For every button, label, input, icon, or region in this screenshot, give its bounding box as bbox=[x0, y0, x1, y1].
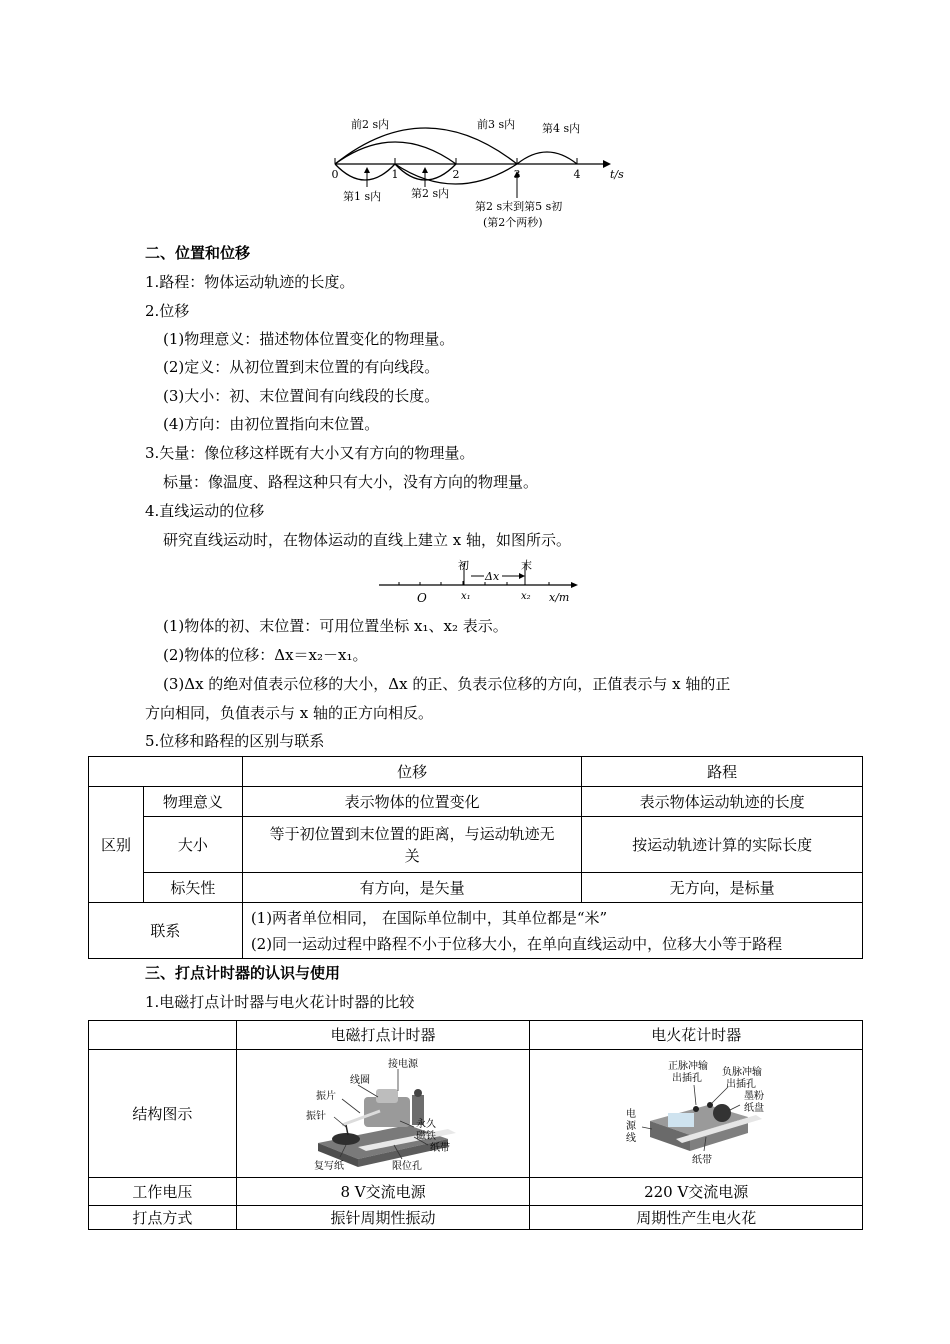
table-row bbox=[89, 787, 863, 817]
header-path: 路程 bbox=[582, 757, 863, 787]
coil bbox=[376, 1089, 398, 1103]
leader bbox=[694, 1085, 696, 1105]
table-row bbox=[89, 1021, 863, 1050]
section2-item4-1: (1)物体的初、末位置：可用位置坐标 x₁、x₂ 表示。 bbox=[163, 617, 508, 635]
em-label-hole: 限位孔 bbox=[392, 1160, 423, 1172]
section2-heading: 二、位置和位移 bbox=[145, 244, 251, 262]
section2-item4: 4.直线运动的位移 bbox=[145, 502, 265, 520]
label-second-s: 第2 s内 bbox=[411, 187, 450, 200]
pointer-second-s-head bbox=[422, 167, 428, 173]
cell-em-diagram bbox=[236, 1050, 530, 1178]
table-row bbox=[89, 817, 863, 873]
label-first-3s: 前3 s内 bbox=[477, 118, 516, 131]
label-unit: x/m bbox=[549, 591, 570, 604]
arc-fourth-s bbox=[517, 152, 577, 164]
spark-timer-image bbox=[616, 1055, 776, 1173]
spark-label-pos-a: 正脉冲输 bbox=[668, 1060, 709, 1072]
tick-label-4: 4 bbox=[573, 168, 581, 181]
section2-item1: 1.路程：物体运动轨迹的长度。 bbox=[145, 273, 355, 291]
cell-text-line: 关 bbox=[404, 846, 420, 865]
label-start: 初 bbox=[458, 559, 469, 572]
spark-label-ink-b: 纸盘 bbox=[744, 1102, 765, 1114]
table-row bbox=[89, 903, 863, 959]
row-label-structure: 结构图示 bbox=[89, 1050, 237, 1178]
em-label-magnet-a: 永久 bbox=[416, 1118, 437, 1130]
leader bbox=[728, 1105, 740, 1111]
arc-first-3s bbox=[335, 128, 517, 164]
header-empty bbox=[89, 757, 243, 787]
header-empty bbox=[89, 1021, 237, 1050]
section2-item2-2: (2)定义：从初位置到末位置的有向线段。 bbox=[163, 358, 440, 376]
displacement-vs-path-table bbox=[88, 756, 863, 959]
tick-label-2: 2 bbox=[452, 168, 460, 181]
spark-label-cord-a: 电 bbox=[626, 1108, 637, 1120]
row-label: 大小 bbox=[143, 817, 242, 873]
row-label: 标矢性 bbox=[143, 873, 242, 903]
em-label-power: 接电源 bbox=[388, 1058, 419, 1070]
tick-label-3: 3 bbox=[513, 168, 521, 181]
label-fourth-s: 第4 s内 bbox=[542, 122, 581, 135]
leader bbox=[342, 1099, 360, 1113]
carbon-disc bbox=[332, 1133, 360, 1145]
spark-label-tape: 纸带 bbox=[692, 1154, 713, 1166]
label-end2-start5: 第2 s末到第5 s初 bbox=[475, 200, 563, 213]
delta-arrow bbox=[519, 573, 525, 579]
timer-comparison-table bbox=[88, 1020, 863, 1230]
section3-item1: 1.电磁打点计时器与电火花计时器的比较 bbox=[145, 993, 415, 1011]
em-label-tape: 纸带 bbox=[430, 1142, 451, 1154]
table-row bbox=[89, 1178, 863, 1206]
leader bbox=[334, 1117, 346, 1127]
header-displacement: 位移 bbox=[242, 757, 582, 787]
em-label-carbon: 复写纸 bbox=[314, 1160, 345, 1172]
section2-item4-2: (2)物体的位移：Δx＝x₂－x₁。 bbox=[163, 646, 368, 664]
cell-em-mode: 振针周期性振动 bbox=[236, 1206, 530, 1230]
link-line-2: (2)同一运动过程中路程不小于位移大小，在单向直线运动中，位移大小等于路程 bbox=[250, 934, 783, 953]
spark-panel bbox=[668, 1113, 694, 1127]
label-end: 末 bbox=[521, 559, 532, 572]
em-label-magnet-b: 磁铁 bbox=[416, 1130, 437, 1142]
row-label-voltage: 工作电压 bbox=[89, 1178, 237, 1206]
cell-path: 表示物体运动轨迹的长度 bbox=[582, 787, 863, 817]
tick-label-0: 0 bbox=[331, 168, 339, 181]
cell-spark-voltage: 220 V交流电源 bbox=[530, 1178, 863, 1206]
em-label-coil: 线圈 bbox=[350, 1074, 371, 1086]
em-label-needle: 振针 bbox=[306, 1110, 327, 1122]
section2-item4-3b: 方向相同，负值表示与 x 轴的正方向相反。 bbox=[145, 704, 433, 722]
position-axis-diagram bbox=[375, 555, 585, 607]
header-electromagnetic: 电磁打点计时器 bbox=[236, 1021, 530, 1050]
spark-label-neg-b: 出插孔 bbox=[726, 1078, 757, 1090]
cell-displacement: 表示物体的位置变化 bbox=[242, 787, 582, 817]
label-x1: x₁ bbox=[461, 591, 471, 602]
group-label-difference: 区别 bbox=[89, 787, 144, 903]
pointer-first-1s-head bbox=[364, 167, 370, 173]
table-row bbox=[89, 757, 863, 787]
label-second-two: (第2个两秒) bbox=[483, 216, 543, 229]
leader bbox=[358, 1085, 378, 1097]
section2-item5: 5.位移和路程的区别与联系 bbox=[145, 732, 325, 750]
cell-displacement: 有方向，是矢量 bbox=[242, 873, 582, 903]
section3-heading: 三、打点计时器的认识与使用 bbox=[145, 964, 341, 982]
spark-label-pos-b: 出插孔 bbox=[672, 1072, 703, 1084]
table-row bbox=[89, 873, 863, 903]
row-label: 物理意义 bbox=[143, 787, 242, 817]
em-label-plate: 振片 bbox=[316, 1090, 337, 1102]
spark-label-neg-a: 负脉冲输 bbox=[722, 1066, 763, 1078]
cell-spark-mode: 周期性产生电火花 bbox=[530, 1206, 863, 1230]
link-label: 联系 bbox=[89, 903, 243, 959]
electromagnetic-timer-image bbox=[298, 1055, 468, 1173]
axis-label-t: t/s bbox=[610, 168, 624, 181]
section2-item3b: 标量：像温度、路程这种只有大小，没有方向的物理量。 bbox=[163, 473, 539, 491]
section2-item4-intro: 研究直线运动时，在物体运动的直线上建立 x 轴，如图所示。 bbox=[163, 531, 571, 549]
cell-spark-diagram bbox=[530, 1050, 863, 1178]
terminal-knob bbox=[414, 1089, 422, 1097]
table-row bbox=[89, 1050, 863, 1178]
cell-text-line: 等于初位置到末位置的距离，与运动轨迹无 bbox=[269, 824, 555, 843]
tick-label-1: 1 bbox=[391, 168, 399, 181]
label-x2: x₂ bbox=[521, 591, 531, 602]
label-first-2s: 前2 s内 bbox=[351, 118, 390, 131]
position-axis-arrow bbox=[571, 582, 578, 588]
table-row bbox=[89, 1206, 863, 1230]
label-delta-x: Δx bbox=[485, 570, 500, 583]
spark-label-ink-a: 墨粉 bbox=[744, 1090, 765, 1102]
label-origin: O bbox=[417, 591, 427, 605]
section2-item2-3: (3)大小：初、末位置间有向线段的长度。 bbox=[163, 387, 440, 405]
pos-socket bbox=[693, 1106, 699, 1112]
section2-item2-4: (4)方向：由初位置指向末位置。 bbox=[163, 415, 380, 433]
cell-displacement bbox=[242, 817, 582, 873]
header-spark: 电火花计时器 bbox=[530, 1021, 863, 1050]
section2-item4-3a: (3)Δx 的绝对值表示位移的大小，Δx 的正、负表示位移的方向，正值表示与 x 轴的正 bbox=[163, 675, 731, 693]
time-interval-diagram bbox=[325, 112, 625, 234]
spark-label-cord-c: 线 bbox=[626, 1132, 637, 1144]
row-label-mode: 打点方式 bbox=[89, 1206, 237, 1230]
cell-path: 无方向，是标量 bbox=[582, 873, 863, 903]
link-cell bbox=[242, 903, 862, 959]
section2-item3: 3.矢量：像位移这样既有大小又有方向的物理量。 bbox=[145, 444, 475, 462]
ink-disc bbox=[713, 1104, 731, 1122]
section2-item2-1: (1)物理意义：描述物体位置变化的物理量。 bbox=[163, 330, 455, 348]
time-axis-arrow bbox=[603, 160, 611, 168]
cell-em-voltage: 8 V交流电源 bbox=[236, 1178, 530, 1206]
label-first-1s: 第1 s内 bbox=[343, 190, 382, 203]
section2-item2: 2.位移 bbox=[145, 302, 190, 320]
cell-path: 按运动轨迹计算的实际长度 bbox=[582, 817, 863, 873]
spark-label-cord-b: 源 bbox=[626, 1120, 637, 1132]
link-line-1: (1)两者单位相同， 在国际单位制中，其单位都是“米” bbox=[250, 908, 608, 927]
